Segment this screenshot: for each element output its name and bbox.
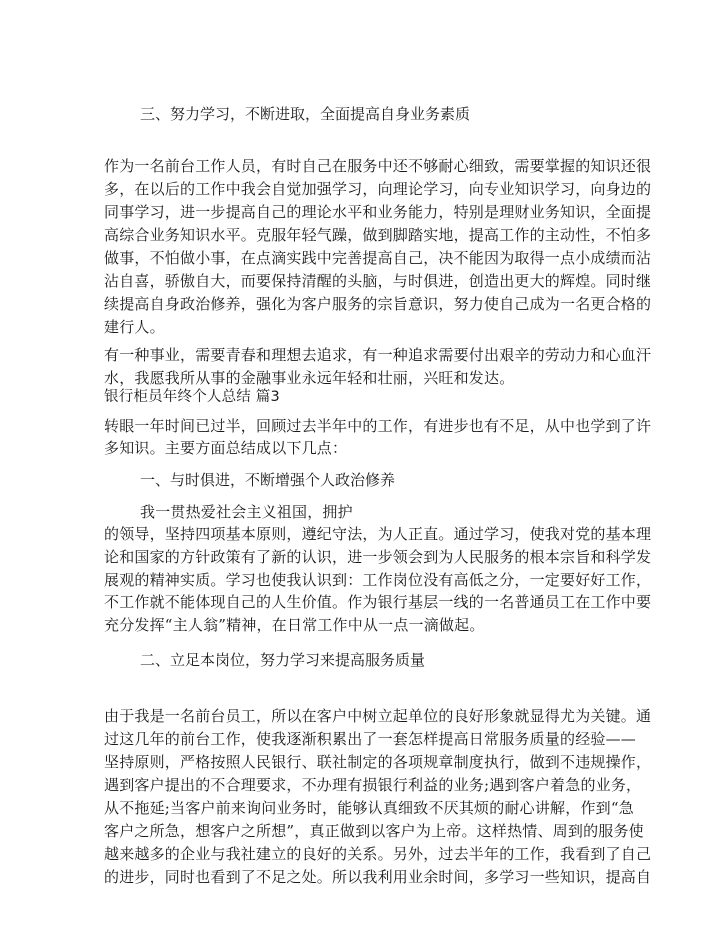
paragraph-line: 多知识。主要方面总结成以下几点： <box>104 439 348 457</box>
paragraph-line: 坚持原则，严格按照人民银行、联社制定的各项规章制度执行，做到不违规操作， <box>104 753 652 771</box>
paragraph-line: 沾自喜，骄傲自大，而要保持清醒的头脑，与时俱进，创造出更大的辉煌。同时继 <box>104 272 652 290</box>
paragraph-line: 作为一名前台工作人员，有时自己在服务中还不够耐心细致，需要掌握的知识还很 <box>104 157 652 175</box>
paragraph-line: 建行人。 <box>104 318 165 336</box>
section-heading-3: 三、努力学习，不断进取，全面提高自身业务素质 <box>140 105 471 123</box>
paragraph-line: 水，我愿我所从事的金融事业永远年轻和壮丽，兴旺和发达。 <box>104 369 515 387</box>
paragraph-line: 客户之所急，想客户之所想”，真正做到以客户为上帝。这样热情、周到的服务使 <box>104 822 644 840</box>
paragraph-line: 我一贯热爱社会主义祖国，拥护 <box>140 503 353 521</box>
section-heading-1: 一、与时俱进，不断增强个人政治修养 <box>140 471 396 489</box>
paragraph-line: 不工作就不能体现自己的人生价值。作为银行基层一线的一名普通员工在工作中要 <box>104 593 652 611</box>
paragraph-line: 做事，不怕做小事，在点滴实践中完善提高自己，决不能因为取得一点小成绩而沾 <box>104 249 652 267</box>
paragraph-line: 同事学习，进一步提高自己的理论水平和业务能力，特别是理财业务知识，全面提 <box>104 203 652 221</box>
section-heading-2: 二、立足本岗位，努力学习来提高服务质量 <box>140 651 426 669</box>
paragraph-line: 有一种事业，需要青春和理想去追求，有一种追求需要付出艰辛的劳动力和心血汗 <box>104 346 652 364</box>
article-title: 银行柜员年终个人总结 篇3 <box>104 389 280 405</box>
paragraph-line: 充分发挥“主人翁”精神，在日常工作中从一点一滴做起。 <box>104 616 485 634</box>
paragraph-line: 从不拖延;当客户前来询问业务时，能够认真细致不厌其烦的耐心讲解，作到“急 <box>104 799 634 817</box>
paragraph-line: 续提高自身政治修养，强化为客户服务的宗旨意识，努力使自己成为一名更合格的 <box>104 295 652 313</box>
paragraph-line: 论和国家的方针政策有了新的认识，进一步领会到为人民服务的根本宗旨和科学发 <box>104 548 652 566</box>
paragraph-line: 多，在以后的工作中我会自觉加强学习，向理论学习，向专业知识学习，向身边的 <box>104 180 652 198</box>
paragraph-line: 由于我是一名前台员工，所以在客户中树立起单位的良好形象就显得尤为关键。通 <box>104 707 652 725</box>
paragraph-line: 越来越多的企业与我社建立的良好的关系。另外，过去半年的工作，我看到了自己 <box>104 845 652 863</box>
paragraph-line: 的进步，同时也看到了不足之处。所以我利用业余时间，多学习一些知识，提高自 <box>104 868 652 886</box>
paragraph-line: 的领导，坚持四项基本原则，遵纪守法，为人正直。通过学习，使我对党的基本理 <box>104 525 652 543</box>
paragraph-line: 高综合业务知识水平。克服年轻气躁，做到脚踏实地，提高工作的主动性，不怕多 <box>104 226 652 244</box>
paragraph-line: 过这几年的前台工作，使我逐渐积累出了一套怎样提高日常服务质量的经验—— <box>104 730 637 748</box>
paragraph-line: 展观的精神实质。学习也使我认识到：工作岗位没有高低之分，一定要好好工作， <box>104 571 652 589</box>
paragraph-line: 遇到客户提出的不合理要求，不办理有损银行利益的业务;遇到客户着急的业务， <box>104 776 642 794</box>
paragraph-line: 转眼一年时间已过半，回顾过去半年中的工作，有进步也有不足，从中也学到了许 <box>104 417 652 435</box>
